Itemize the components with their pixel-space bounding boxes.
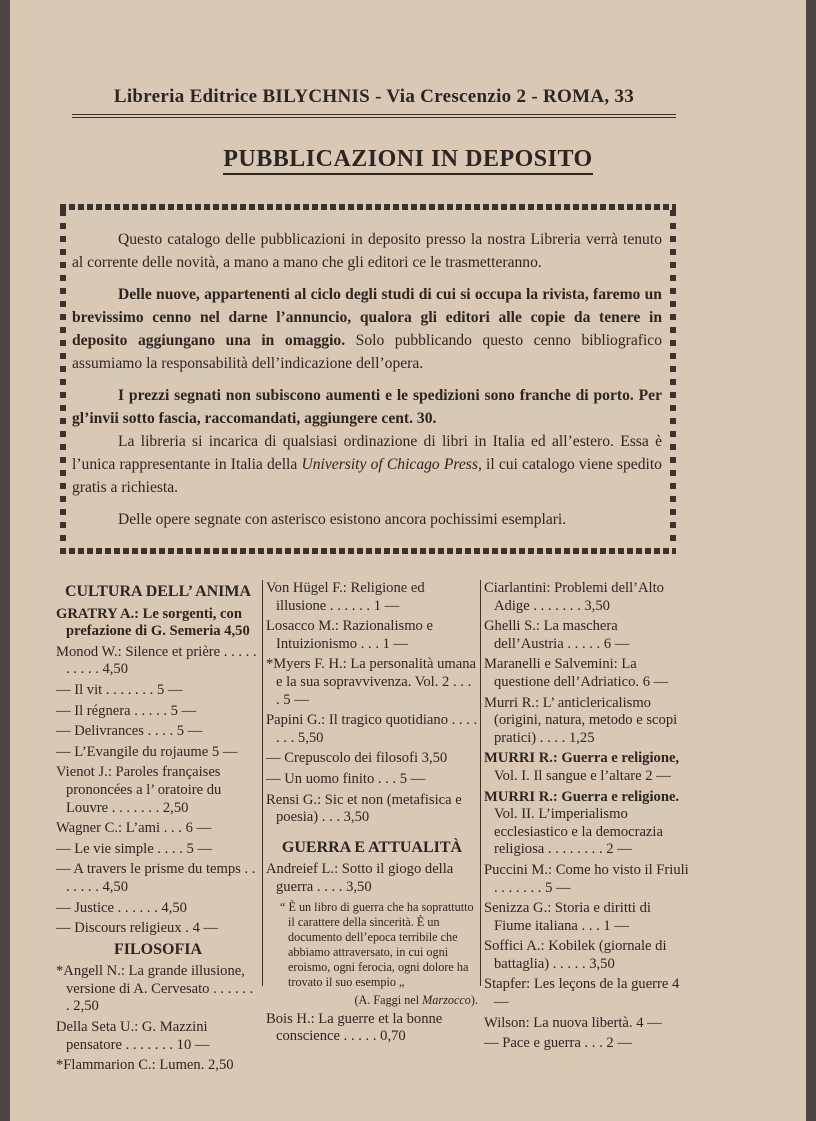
review-attribution: (A. Faggi nel Marzocco). bbox=[354, 992, 478, 1007]
border-top bbox=[60, 204, 676, 210]
catalog-entry: Soffici A.: Kobilek (giornale di battaglia) . . . . . 3,50 bbox=[484, 938, 667, 972]
catalog-entry: — Il régnera . . . . . 5 — bbox=[56, 702, 197, 719]
intro-paragraph: Questo catalogo delle pubblicazioni in deposito presso la nostra Libreria verrà tenuto al corrente delle novità, a mano a mano che gli editori ce le trasmetteranno. bbox=[72, 231, 662, 271]
header-rule-double bbox=[72, 117, 676, 118]
catalog-entry: — Discours religieux . 4 — bbox=[56, 920, 219, 937]
catalog-entry: Losacco M.: Razionalismo e Intuizionismo . . . 1 — bbox=[266, 618, 433, 652]
page-title: PUBBLICAZIONI IN DEPOSITO bbox=[10, 146, 806, 173]
catalog-entry: Murri R.: L’ anticlericalismo (origini, natura, metodo e scopi pratici) . . . . 1,25 bbox=[484, 694, 678, 746]
border-right bbox=[670, 210, 676, 548]
section-heading: GUERRA E ATTUALITÀ bbox=[281, 838, 463, 856]
intro-text bbox=[72, 228, 662, 540]
catalog-page bbox=[10, 0, 806, 1121]
catalog-entry: GRATRY A.: Le sorgenti, con prefazione di G. Semeria 4,50 bbox=[56, 605, 250, 640]
catalog-entry: Wilson: La nuova libertà. 4 — bbox=[484, 1014, 662, 1031]
border-left bbox=[60, 210, 66, 548]
catalog-entry: — A travers le prisme du temps . . . . . . . 4,50 bbox=[56, 861, 256, 895]
column-2 bbox=[266, 580, 478, 1049]
catalog-entry: — Un uomo finito . . . 5 — bbox=[266, 770, 426, 787]
catalog-entry: *Flammarion C.: Lumen. 2,50 bbox=[56, 1057, 234, 1074]
catalog-entry: Della Seta U.: G. Mazzini pensatore . . . . . . . 10 — bbox=[56, 1019, 210, 1053]
catalog-entry: MURRI R.: Guerra e religione. Vol. II. L’imperialismo ecclesiastico e la democrazia religiosa . . . . . . . . 2 — bbox=[484, 788, 680, 858]
catalog-entry: Maranelli e Salvemini: La questione dell’Adriatico. 6 — bbox=[484, 656, 669, 690]
catalog-entry: — Crepuscolo dei filosofi 3,50 bbox=[266, 750, 448, 767]
catalog-entry: *Myers F. H.: La personalità umana e la sua sopravvivenza. Vol. 2 . . . . 5 — bbox=[266, 656, 476, 708]
intro-paragraph-prices: I prezzi segnati non subiscono aumenti e le spedizioni sono franche di porto. Per gl’invii sotto fascia, raccomandati, aggiungere cent. 30. bbox=[72, 387, 662, 427]
intro-paragraph: La libreria si incarica di qualsiasi ordinazione di libri in Italia ed all’estero. Essa è l’unica rappresentante in Italia della University of Chicago Press, il cui catalogo viene spedito gratis a richiesta. bbox=[72, 433, 662, 496]
catalog-entry: — Justice . . . . . . 4,50 bbox=[56, 899, 187, 916]
publisher-header: Libreria Editrice BILYCHNIS - Via Crescenzio 2 - ROMA, 33 bbox=[113, 86, 635, 107]
catalog-entry: Papini G.: Il tragico quotidiano . . . . . . . 5,50 bbox=[266, 712, 478, 746]
catalog-entry: — Pace e guerra . . . 2 — bbox=[484, 1035, 632, 1052]
intro-paragraph: Delle nuove, appartenenti al ciclo degli studi di cui si occupa la rivista, faremo un brevissimo cenno nel darne l’annuncio, qualora gli editori alle copie da tenere in deposito aggiungano una in omaggio. Solo pubblicando questo cenno bibliografico assumiamo la responsabilità dell’indicazione dell’opera. bbox=[72, 286, 662, 372]
intro-paragraph: Delle opere segnate con asterisco esistono ancora pochissimi esemplari. bbox=[118, 511, 567, 528]
catalog-entry: — Il vit . . . . . . . 5 — bbox=[56, 681, 183, 698]
section-heading: FILOSOFIA bbox=[113, 940, 202, 958]
border-bottom bbox=[60, 548, 676, 554]
catalog-entry: Ciarlantini: Problemi dell’Alto Adige . . . . . . . 3,50 bbox=[484, 580, 664, 614]
catalog-entry: — Delivrances . . . . 5 — bbox=[56, 723, 203, 740]
review-quote: “ È un libro di guerra che ha soprattutto il carattere della sincerità. È un documento dell’epoca terribile che abbiamo attraversato, in cui ogni eroismo, ogni ferocia, ogni dolore ha trovato il suo esempio „ bbox=[280, 899, 474, 989]
header-rule bbox=[72, 114, 676, 115]
catalog-entry: — L’Evangile du rojaume 5 — bbox=[56, 743, 238, 760]
catalog-entry: Monod W.: Silence et prière . . . . . . . . . . 4,50 bbox=[56, 643, 257, 678]
catalog-entry: MURRI R.: Guerra e religione, Vol. I. Il sangue e l’altare 2 — bbox=[484, 750, 680, 784]
catalog-entry: Senizza G.: Storia e diritti di Fiume italiana . . . 1 — bbox=[484, 900, 651, 934]
catalog-entry: Puccini M.: Come ho visto il Friuli . . . . . . . 5 — bbox=[484, 861, 689, 896]
catalog-entry: Andreief L.: Sotto il giogo della guerra . . . . 3,50 bbox=[266, 861, 454, 895]
catalog-entry: Wagner C.: L’ami . . . 6 — bbox=[56, 820, 212, 837]
catalog-entry: Vienot J.: Paroles françaises prononcées a l’ oratoire du Louvre . . . . . . . 2,50 bbox=[56, 764, 222, 816]
catalog-entry: *Angell N.: La grande illusione, versione di A. Cervesato . . . . . . . 2,50 bbox=[56, 963, 254, 1015]
catalog-entry: Stapfer: Les leçons de la guerre 4 — bbox=[484, 976, 680, 1011]
column-1 bbox=[56, 580, 260, 1078]
column-divider bbox=[262, 580, 263, 986]
section-heading: CULTURA DELL’ ANIMA bbox=[64, 583, 252, 600]
catalog-entry: Rensi G.: Sic et non (metafisica e poesia) . . . 3,50 bbox=[266, 791, 462, 826]
catalog-entry: Bois H.: La guerre et la bonne conscience . . . . . 0,70 bbox=[266, 1010, 443, 1045]
column-divider bbox=[480, 580, 481, 986]
catalog-entry: — Le vie simple . . . . 5 — bbox=[56, 840, 213, 857]
column-3 bbox=[484, 580, 690, 1056]
catalog-entry: Von Hügel F.: Religione ed illusione . . . . . . 1 — bbox=[266, 580, 425, 614]
catalog-entry: Ghelli S.: La maschera dell’Austria . . . . . 6 — bbox=[484, 618, 630, 652]
